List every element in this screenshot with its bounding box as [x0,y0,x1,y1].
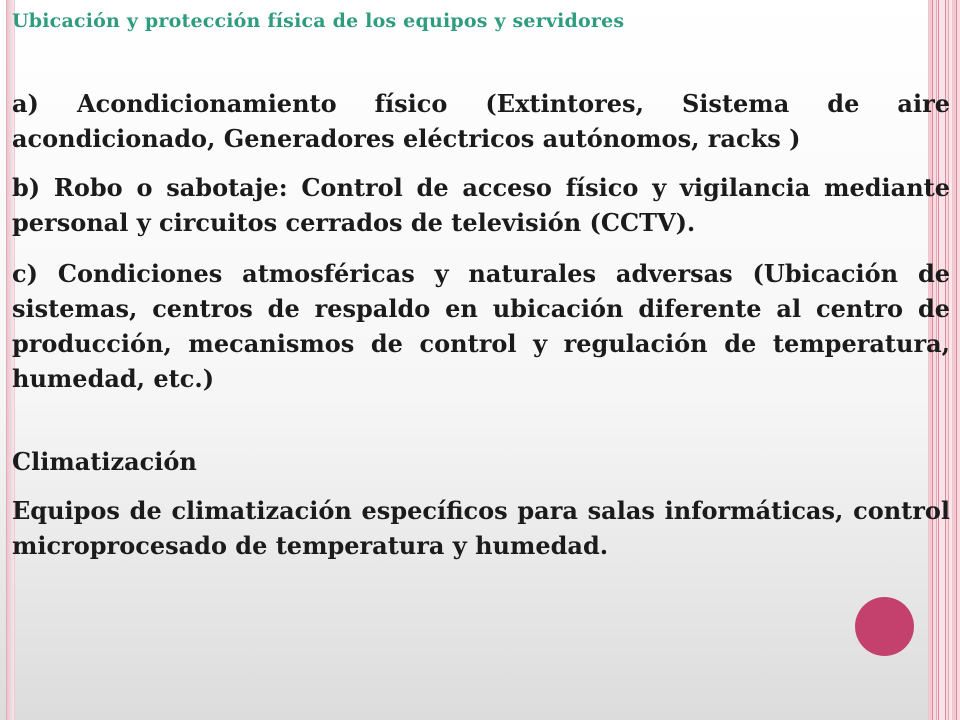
paragraph-a: a) Acondicionamiento físico (Extintores, Sistema de aire acondicionado, Generadores eléctricos autónomos, racks ) [12,89,950,153]
slide-title: Ubicación y protección física de los equipos y servidores [12,10,625,32]
paragraph-b: b) Robo o sabotaje: Control de acceso físico y vigilancia mediante personal y circuitos cerrados de televisión (CCTV). [12,173,950,237]
climatizacion-heading: Climatización [12,447,197,476]
climatizacion-body: Equipos de climatización específicos para salas informáticas, control microprocesado de temperatura y humedad. [12,496,950,560]
paragraph-c: c) Condiciones atmosféricas y naturales adversas (Ubicación de sistemas, centros de respaldo en ubicación diferente al centro de producción, mecanismos de control y regulación de temperatura, humedad, etc.) [12,259,950,393]
slide-content [12,86,950,563]
decorative-circle [855,597,914,656]
